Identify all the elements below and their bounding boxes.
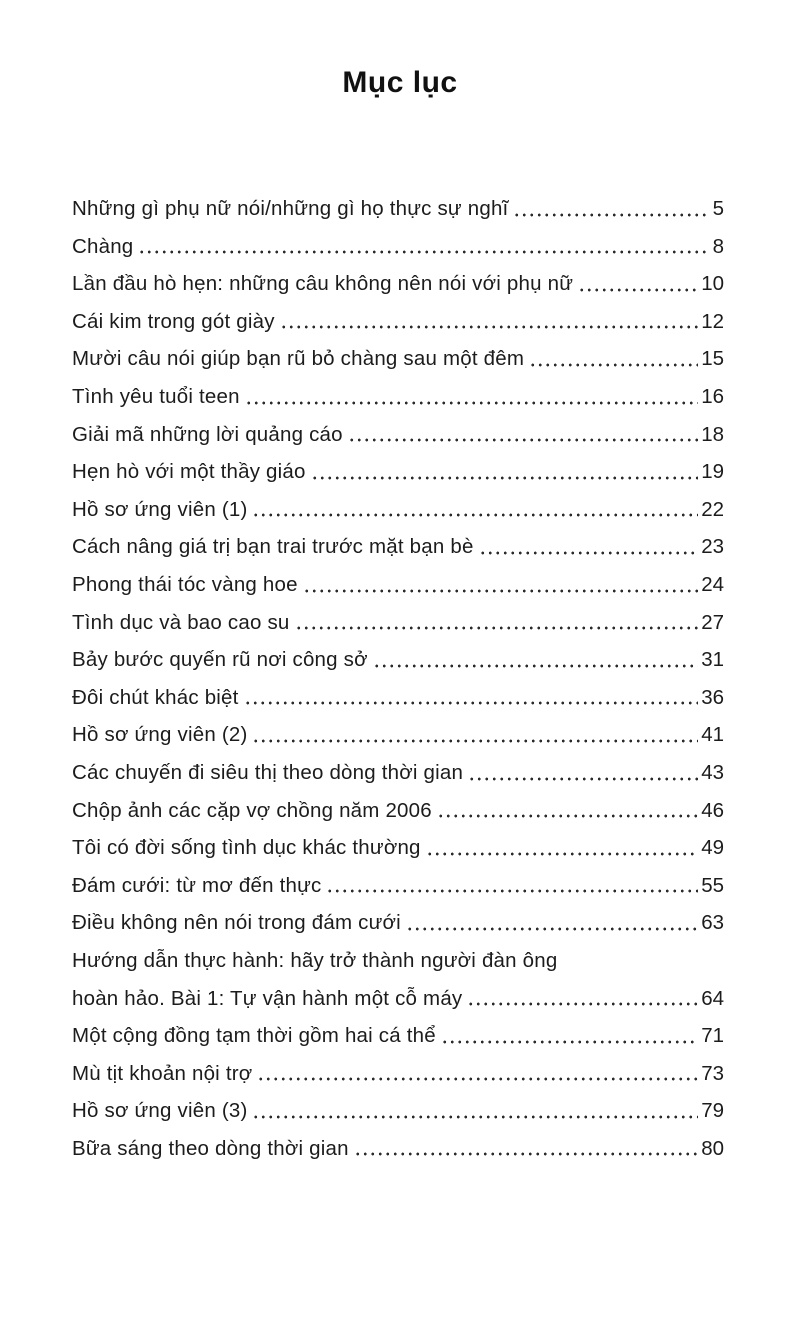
page-number: 19 <box>701 460 724 484</box>
dot-leader <box>406 927 698 931</box>
toc-entry <box>72 526 724 564</box>
dot-leader <box>529 363 698 367</box>
entry-title: Điều không nên nói trong đám cưới <box>72 911 401 935</box>
page-number: 24 <box>701 573 724 597</box>
toc-entry <box>72 1128 724 1166</box>
page-number: 27 <box>701 610 724 634</box>
page-number: 10 <box>701 272 724 296</box>
page-number: 18 <box>701 422 724 446</box>
dot-leader <box>311 476 699 480</box>
toc-entry <box>72 602 724 640</box>
entry-title: Đôi chút khác biệt <box>72 685 239 709</box>
dot-leader <box>138 250 709 254</box>
entry-title: Cách nâng giá trị bạn trai trước mặt bạn bè <box>72 535 474 559</box>
dot-leader <box>295 626 699 630</box>
toc-entry <box>72 338 724 376</box>
toc-entry <box>72 188 724 226</box>
entry-title: Chàng <box>72 234 134 258</box>
dot-leader <box>348 438 698 442</box>
dot-leader <box>326 889 698 893</box>
entry-title: Một cộng đồng tạm thời gồm hai cá thể <box>72 1024 436 1048</box>
entry-title: hoàn hảo. Bài 1: Tự vận hành một cỗ máy <box>72 986 463 1010</box>
dot-leader <box>479 551 699 555</box>
dot-leader <box>513 213 709 217</box>
dot-leader <box>245 401 698 405</box>
entry-title: Chộp ảnh các cặp vợ chồng năm 2006 <box>72 798 432 822</box>
toc-entry <box>72 1015 724 1053</box>
page-number: 23 <box>701 535 724 559</box>
page-number: 55 <box>701 873 724 897</box>
page-number: 43 <box>701 761 724 784</box>
toc-entry <box>72 564 724 602</box>
toc-entry <box>72 752 724 790</box>
toc-entry <box>72 790 724 828</box>
entry-title: Cái kim trong gót giày <box>72 309 275 333</box>
entry-title: Hồ sơ ứng viên (1) <box>72 497 248 521</box>
entry-title: Tình dục và bao cao su <box>72 610 290 634</box>
page-number: 5 <box>712 197 724 221</box>
dot-leader <box>437 814 698 818</box>
entry-title: Các chuyến đi siêu thị theo dòng thời gian <box>72 761 464 784</box>
toc-entry <box>72 376 724 414</box>
page-number: 36 <box>701 685 724 709</box>
dot-leader <box>441 1040 698 1044</box>
toc-entry <box>72 677 724 715</box>
page-number: 63 <box>701 911 724 935</box>
dot-leader <box>257 1077 698 1081</box>
entry-title: Hồ sơ ứng viên (2) <box>72 723 248 747</box>
page-number: 80 <box>701 1136 724 1160</box>
toc-entry <box>72 1053 724 1091</box>
toc-entry <box>72 902 724 940</box>
page-number: 41 <box>701 723 724 747</box>
dot-leader <box>303 589 698 593</box>
page-number: 31 <box>701 648 724 672</box>
toc-entry <box>72 940 724 978</box>
entry-title: Bảy bước quyến rũ nơi công sở <box>72 648 368 672</box>
toc-entry <box>72 489 724 527</box>
dot-leader <box>354 1152 699 1156</box>
page-number: 79 <box>701 1099 724 1123</box>
entry-title: Hẹn hò với một thầy giáo <box>72 460 306 484</box>
dot-leader <box>426 852 699 856</box>
page-number: 15 <box>701 347 724 371</box>
dot-leader <box>280 325 699 329</box>
page-number: 46 <box>701 798 724 822</box>
entry-title: Mù tịt khoản nội trợ <box>72 1061 253 1085</box>
page-number: 64 <box>701 986 724 1010</box>
toc-entry <box>72 263 724 301</box>
dot-leader <box>244 701 699 705</box>
toc-entry <box>72 451 724 489</box>
entry-title: Phong thái tóc vàng hoe <box>72 573 298 597</box>
entry-title: Hồ sơ ứng viên (3) <box>72 1099 248 1123</box>
entry-title: Hướng dẫn thực hành: hãy trở thành người đàn ông <box>72 948 558 972</box>
page-number: 22 <box>701 497 724 521</box>
page-number: 73 <box>701 1061 724 1085</box>
dot-leader <box>578 288 698 292</box>
entry-title: Những gì phụ nữ nói/những gì họ thực sự nghĩ <box>72 197 509 221</box>
entry-title: Tôi có đời sống tình dục khác thường <box>72 836 421 860</box>
page-number: 49 <box>701 836 724 860</box>
toc-entry <box>72 639 724 677</box>
toc-entry <box>72 226 724 264</box>
dot-leader <box>252 1115 698 1119</box>
toc-entry <box>72 714 724 752</box>
page-number: 8 <box>712 234 724 258</box>
page-title: Mục lục <box>342 66 458 99</box>
page-number: 71 <box>701 1024 724 1048</box>
entry-title: Lần đầu hò hẹn: những câu không nên nói với phụ nữ <box>72 272 574 296</box>
toc-entry <box>72 977 724 1015</box>
dot-leader <box>252 739 698 743</box>
entry-title: Đám cưới: từ mơ đến thực <box>72 873 322 897</box>
toc-entry <box>72 301 724 339</box>
entry-title: Giải mã những lời quảng cáo <box>72 422 343 446</box>
toc-entry <box>72 865 724 903</box>
page-number: 12 <box>701 309 724 333</box>
dot-leader <box>468 777 698 781</box>
dot-leader <box>373 664 698 668</box>
toc-entry <box>72 827 724 865</box>
dot-leader <box>252 513 698 517</box>
page-number: 16 <box>701 385 724 409</box>
dot-leader <box>467 1002 698 1006</box>
toc-list <box>0 188 800 1165</box>
entry-title: Bữa sáng theo dòng thời gian <box>72 1136 349 1160</box>
entry-title: Tình yêu tuổi teen <box>72 385 240 409</box>
toc-entry <box>72 414 724 452</box>
toc-entry <box>72 1090 724 1128</box>
entry-title: Mười câu nói giúp bạn rũ bỏ chàng sau một đêm <box>72 347 525 371</box>
